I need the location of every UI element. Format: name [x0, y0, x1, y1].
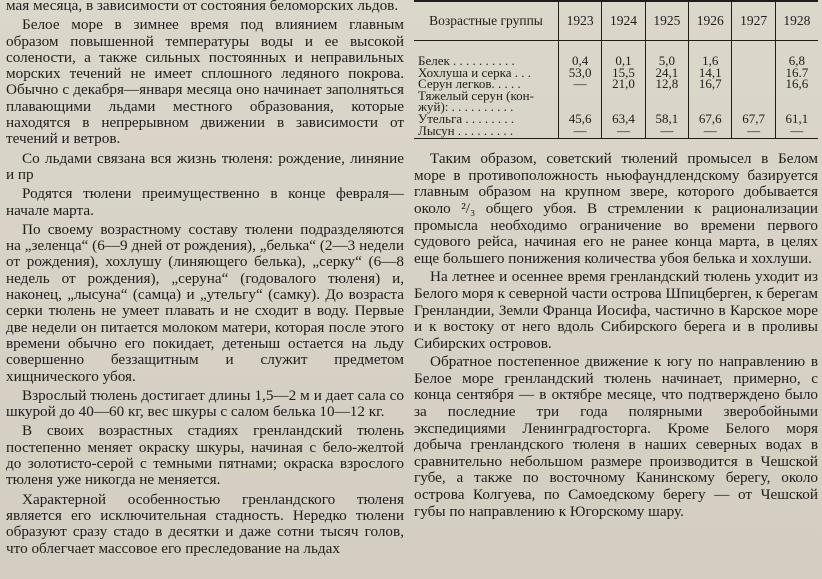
paragraph: Обратное постепенное движение к югу по направлению в Белое море гренландский тюлень начинает, примерно, с конца сентября — в октябре месяце, что подтверждено было за последние три года полярными зверобойными экспедициями Ленинградгосторга. Кроме Белого моря добыча гренландского тюленя в наших северных водах в сравнительно небольшом размере производится в Чешской губе, а также по восточному Канинскому берегу, около острова Колгуева, по Самоедскому берегу — от Чешской губы по направлению к Югорскому шару.: [414, 353, 818, 520]
table-cell: Серун легков. . . . .: [418, 76, 521, 92]
table-cell: 67,6: [689, 113, 732, 125]
table-cell: 16,7: [689, 78, 732, 90]
paragraph: Со льдами связана вся жизнь тюленя: рождение, линяние и пр: [6, 149, 404, 183]
header-cell: 1928: [775, 1, 818, 41]
paragraph: Родятся тюлени преимущественно в конце февраля—начале марта.: [6, 185, 404, 219]
paragraph: По своему возрастному составу тюлени подразделяются на „зеленца“ (6—9 дней от рождения), „белька“ (2—3 недели от рождения), хохлушу (линяющего белька), „серку“ (6—8 недель от рождения), „серуна“ (годовалого тюленя) и, наконец, „лысуна“ (самца) и „утельгу“ (самку). До возраста серки тюлень не умеет плавать и не сходит в воду. Первые две недели он питается молоком матери, которая после этого времени обычно его покидает, детеныш остается на льду совершенно беззащитным и служит предметом хищнического убоя.: [6, 220, 404, 385]
paragraph: Характерной особенностью гренландского тюленя является его исключительная стадность. Нередко тюлени образуют сразу стадо в десятки и даже сотни тысяч голов, что облегчает массовое его преследование на льдах: [6, 490, 404, 557]
table-cell: —: [645, 125, 688, 139]
table-cell: жуй): . . . . . . . . . .: [418, 99, 514, 115]
table-cell: 14,1: [689, 67, 732, 79]
table-cell: 0,1: [602, 55, 645, 67]
table-cell: 45,6: [559, 113, 602, 125]
table-cell: 53,0: [559, 67, 602, 79]
table-cell: [645, 90, 688, 102]
table-cell: [732, 90, 775, 102]
table-cell: Белек . . . . . . . . . .: [418, 53, 515, 68]
table-cell: Утельга . . . . . . . .: [418, 110, 515, 126]
right-text-column: [414, 151, 818, 520]
table-cell: —: [602, 125, 645, 139]
table-cell: —: [559, 125, 602, 139]
paragraph: Таким образом, советский тюлений промысел в Белом море в противоположность ньюфаундлендскому базируется главным образом на крупном звере, которого добывается около ²/₃ общего убоя. В стремлении к рационализации промысла необходимо ограничение во времени первого судового рейса, начиная его не ранее конца марта, в целях еще большего понижения количества убоя белька и хохлуши.: [414, 150, 818, 267]
header-cell: 1924: [602, 1, 645, 41]
table-cell: [732, 67, 775, 79]
table-cell: 15,5: [602, 67, 645, 79]
table-cell: 6,8: [775, 55, 818, 67]
table-cell: 24,1: [645, 67, 688, 79]
table-cell: 5,0: [645, 55, 688, 67]
paragraph: мая месяца, в зависимости от состояния беломорских льдов.: [6, 0, 399, 14]
table-cell: —: [559, 78, 602, 90]
table-cell: 0,4: [559, 55, 602, 67]
table-cell: [689, 90, 732, 102]
header-cell: Возрастные группы: [414, 1, 559, 41]
header-cell: 1926: [689, 1, 732, 41]
left-text-column: [6, 0, 404, 557]
table-cell: 21,0: [602, 78, 645, 90]
table-cell: Лысун . . . . . . . . .: [414, 125, 559, 139]
table-cell: Хохлуша и серка . . .: [418, 64, 532, 80]
table-cell: 67,7: [732, 113, 775, 125]
table-cell: Тяжелый серун (кон-: [418, 87, 534, 103]
table-cell: [732, 55, 775, 67]
table-cell: —: [689, 125, 732, 139]
table-cell: —: [775, 125, 818, 139]
header-cell: 1927: [732, 1, 775, 41]
table-cell: —: [732, 125, 775, 139]
header-cell: 1925: [645, 1, 688, 41]
table-cell: [732, 78, 775, 90]
table-cell: 12,8: [645, 78, 688, 90]
table-cell: 61,1: [775, 113, 818, 125]
table-header-row: [414, 1, 818, 41]
table-cell: 58,1: [645, 113, 688, 125]
table-cell: [775, 90, 818, 102]
age-group-table: [414, 0, 818, 139]
paragraph: В своих возрастных стадиях гренландский тюлень постепенно меняет окраску шкуры, начиная с бело-желтой до золотисто-серой с темными пятнами; окраска взрослого тюленя уже никогда не меняется.: [6, 422, 404, 489]
table-cell: 1,6: [689, 55, 732, 67]
paragraph: Белое море в зимнее время под влиянием главным образом повышенной температуры воды и ее высокой солености, а также сильных постоянных и неправильных морских течений не имеет сплошного ледяного покрова. Обычно с декабря—января месяца оно начинает заполняться плавающими льдами местного образования, которые находятся в непрерывном движении в зависимости от течений и ветров.: [6, 16, 404, 148]
table-cell: [602, 90, 645, 102]
header-cell: 1923: [559, 1, 602, 41]
paragraph: Взрослый тюлень достигает длины 1,5—2 м и дает сала со шкурой до 40—60 кг, вес шкуры с салом белька 10—12 кг.: [6, 386, 404, 421]
right-column: [414, 0, 818, 520]
table-cell: 16,6: [775, 78, 818, 90]
paragraph: На летнее и осеннее время гренландский тюлень уходит из Белого моря к северной части острова Шпицберген, к берегам Гренландии, Земли Франца Иосифа, частично в Карское море и к востоку от него вдоль Сибирского берега и в проливы Сибирских островов.: [414, 268, 818, 352]
table-cell: 63,4: [602, 113, 645, 125]
table-cell: [559, 90, 602, 102]
table-cell: 16.7: [775, 67, 818, 79]
table-row: [414, 125, 818, 139]
